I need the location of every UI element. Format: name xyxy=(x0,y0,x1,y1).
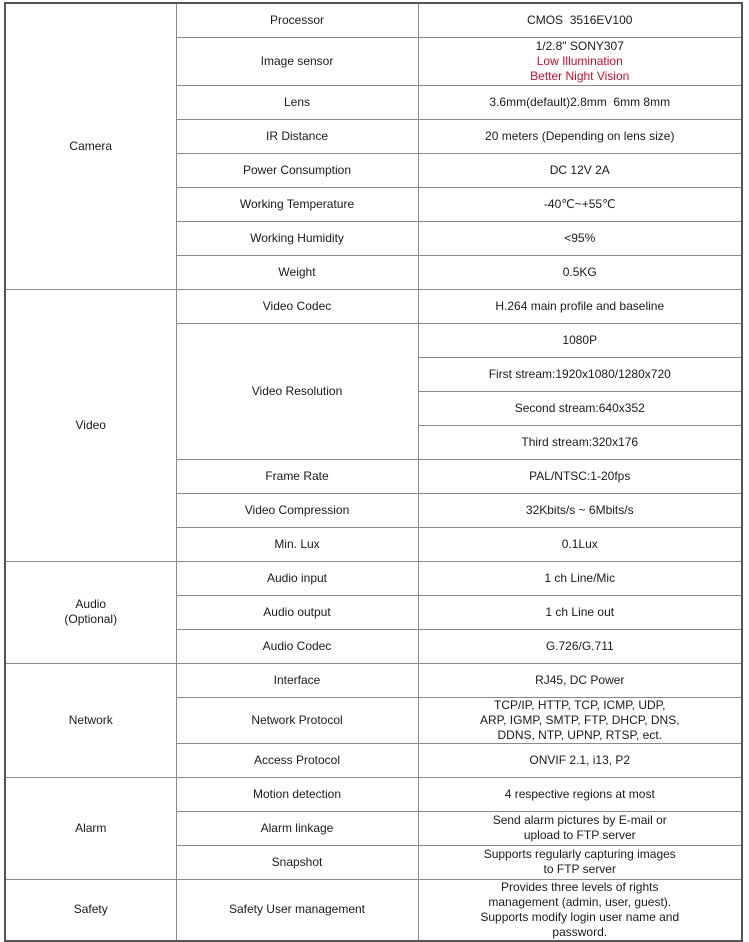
spec-value: CMOS 3516EV100 xyxy=(418,3,742,37)
spec-name: Access Protocol xyxy=(176,743,418,777)
spec-table xyxy=(4,2,743,942)
snapshot-line: Supports regularly capturing images xyxy=(483,847,676,861)
table-row xyxy=(5,3,742,37)
sensor-note-low-illumination: Low Illumination xyxy=(536,53,623,68)
table-row xyxy=(5,879,742,941)
spec-name: Lens xyxy=(176,85,418,119)
spec-value xyxy=(418,845,742,879)
spec-name: Processor xyxy=(176,3,418,37)
category-video: Video xyxy=(5,289,176,561)
safety-line: password. xyxy=(552,924,608,939)
spec-value: 32Kbits/s ~ 6Mbits/s xyxy=(418,493,742,527)
spec-value: 1080P xyxy=(418,323,742,357)
spec-name: Network Protocol xyxy=(176,697,418,743)
linkage-line: Send alarm pictures by E-mail or xyxy=(492,813,667,827)
category-network: Network xyxy=(5,663,176,777)
spec-name: IR Distance xyxy=(176,119,418,153)
spec-name: Audio output xyxy=(176,595,418,629)
category-alarm: Alarm xyxy=(5,777,176,879)
spec-name: Weight xyxy=(176,255,418,289)
category-audio-label: Audio xyxy=(75,597,107,611)
category-camera: Camera xyxy=(5,3,176,289)
spec-name: Safety User management xyxy=(176,879,418,941)
spec-name: Interface xyxy=(176,663,418,697)
spec-value: 1 ch Line out xyxy=(418,595,742,629)
spec-value: 20 meters (Depending on lens size) xyxy=(418,119,742,153)
spec-value: PAL/NTSC:1-20fps xyxy=(418,459,742,493)
table-row xyxy=(5,561,742,595)
category-audio xyxy=(5,561,176,663)
spec-value: -40℃~+55℃ xyxy=(418,187,742,221)
spec-value xyxy=(418,697,742,743)
protocol-line: ARP, IGMP, SMTP, FTP, DHCP, DNS, xyxy=(479,712,680,727)
spec-name: Audio input xyxy=(176,561,418,595)
spec-value: <95% xyxy=(418,221,742,255)
spec-name: Frame Rate xyxy=(176,459,418,493)
spec-value: 3.6mm(default)2.8mm 6mm 8mm xyxy=(418,85,742,119)
linkage-line: upload to FTP server xyxy=(523,828,636,842)
spec-name: Snapshot xyxy=(176,845,418,879)
spec-name: Video Resolution xyxy=(176,323,418,459)
category-safety: Safety xyxy=(5,879,176,941)
spec-value: 1 ch Line/Mic xyxy=(418,561,742,595)
spec-name: Image sensor xyxy=(176,37,418,85)
spec-value: First stream:1920x1080/1280x720 xyxy=(418,357,742,391)
spec-value: 0.5KG xyxy=(418,255,742,289)
spec-name: Audio Codec xyxy=(176,629,418,663)
spec-name: Working Humidity xyxy=(176,221,418,255)
table-row xyxy=(5,289,742,323)
sensor-model: 1/2.8" SONY307 xyxy=(535,38,624,53)
spec-name: Alarm linkage xyxy=(176,811,418,845)
spec-value: DC 12V 2A xyxy=(418,153,742,187)
safety-line: management (admin, user, guest). xyxy=(488,894,672,909)
spec-value: Second stream:640x352 xyxy=(418,391,742,425)
spec-value: 0.1Lux xyxy=(418,527,742,561)
spec-value: 4 respective regions at most xyxy=(418,777,742,811)
table-row xyxy=(5,777,742,811)
spec-name: Power Consumption xyxy=(176,153,418,187)
protocol-line: TCP/IP, HTTP, TCP, ICMP, UDP, xyxy=(494,697,666,712)
spec-value: ONVIF 2.1, i13, P2 xyxy=(418,743,742,777)
spec-value: RJ45, DC Power xyxy=(418,663,742,697)
protocol-line: DDNS, NTP, UPNP, RTSP, ect. xyxy=(497,727,662,742)
category-audio-optional: (Optional) xyxy=(64,612,118,626)
spec-value: Third stream:320x176 xyxy=(418,425,742,459)
spec-value: H.264 main profile and baseline xyxy=(418,289,742,323)
spec-value xyxy=(418,811,742,845)
snapshot-line: to FTP server xyxy=(543,862,616,876)
spec-name: Video Codec xyxy=(176,289,418,323)
spec-name: Working Temperature xyxy=(176,187,418,221)
table-row xyxy=(5,663,742,697)
spec-value xyxy=(418,879,742,941)
spec-value xyxy=(418,37,742,85)
safety-line: Provides three levels of rights xyxy=(501,879,659,894)
spec-name: Min. Lux xyxy=(176,527,418,561)
spec-name: Motion detection xyxy=(176,777,418,811)
spec-value: G.726/G.711 xyxy=(418,629,742,663)
safety-line: Supports modify login user name and xyxy=(480,909,680,924)
sensor-note-night-vision: Better Night Vision xyxy=(530,68,630,83)
spec-name: Video Compression xyxy=(176,493,418,527)
